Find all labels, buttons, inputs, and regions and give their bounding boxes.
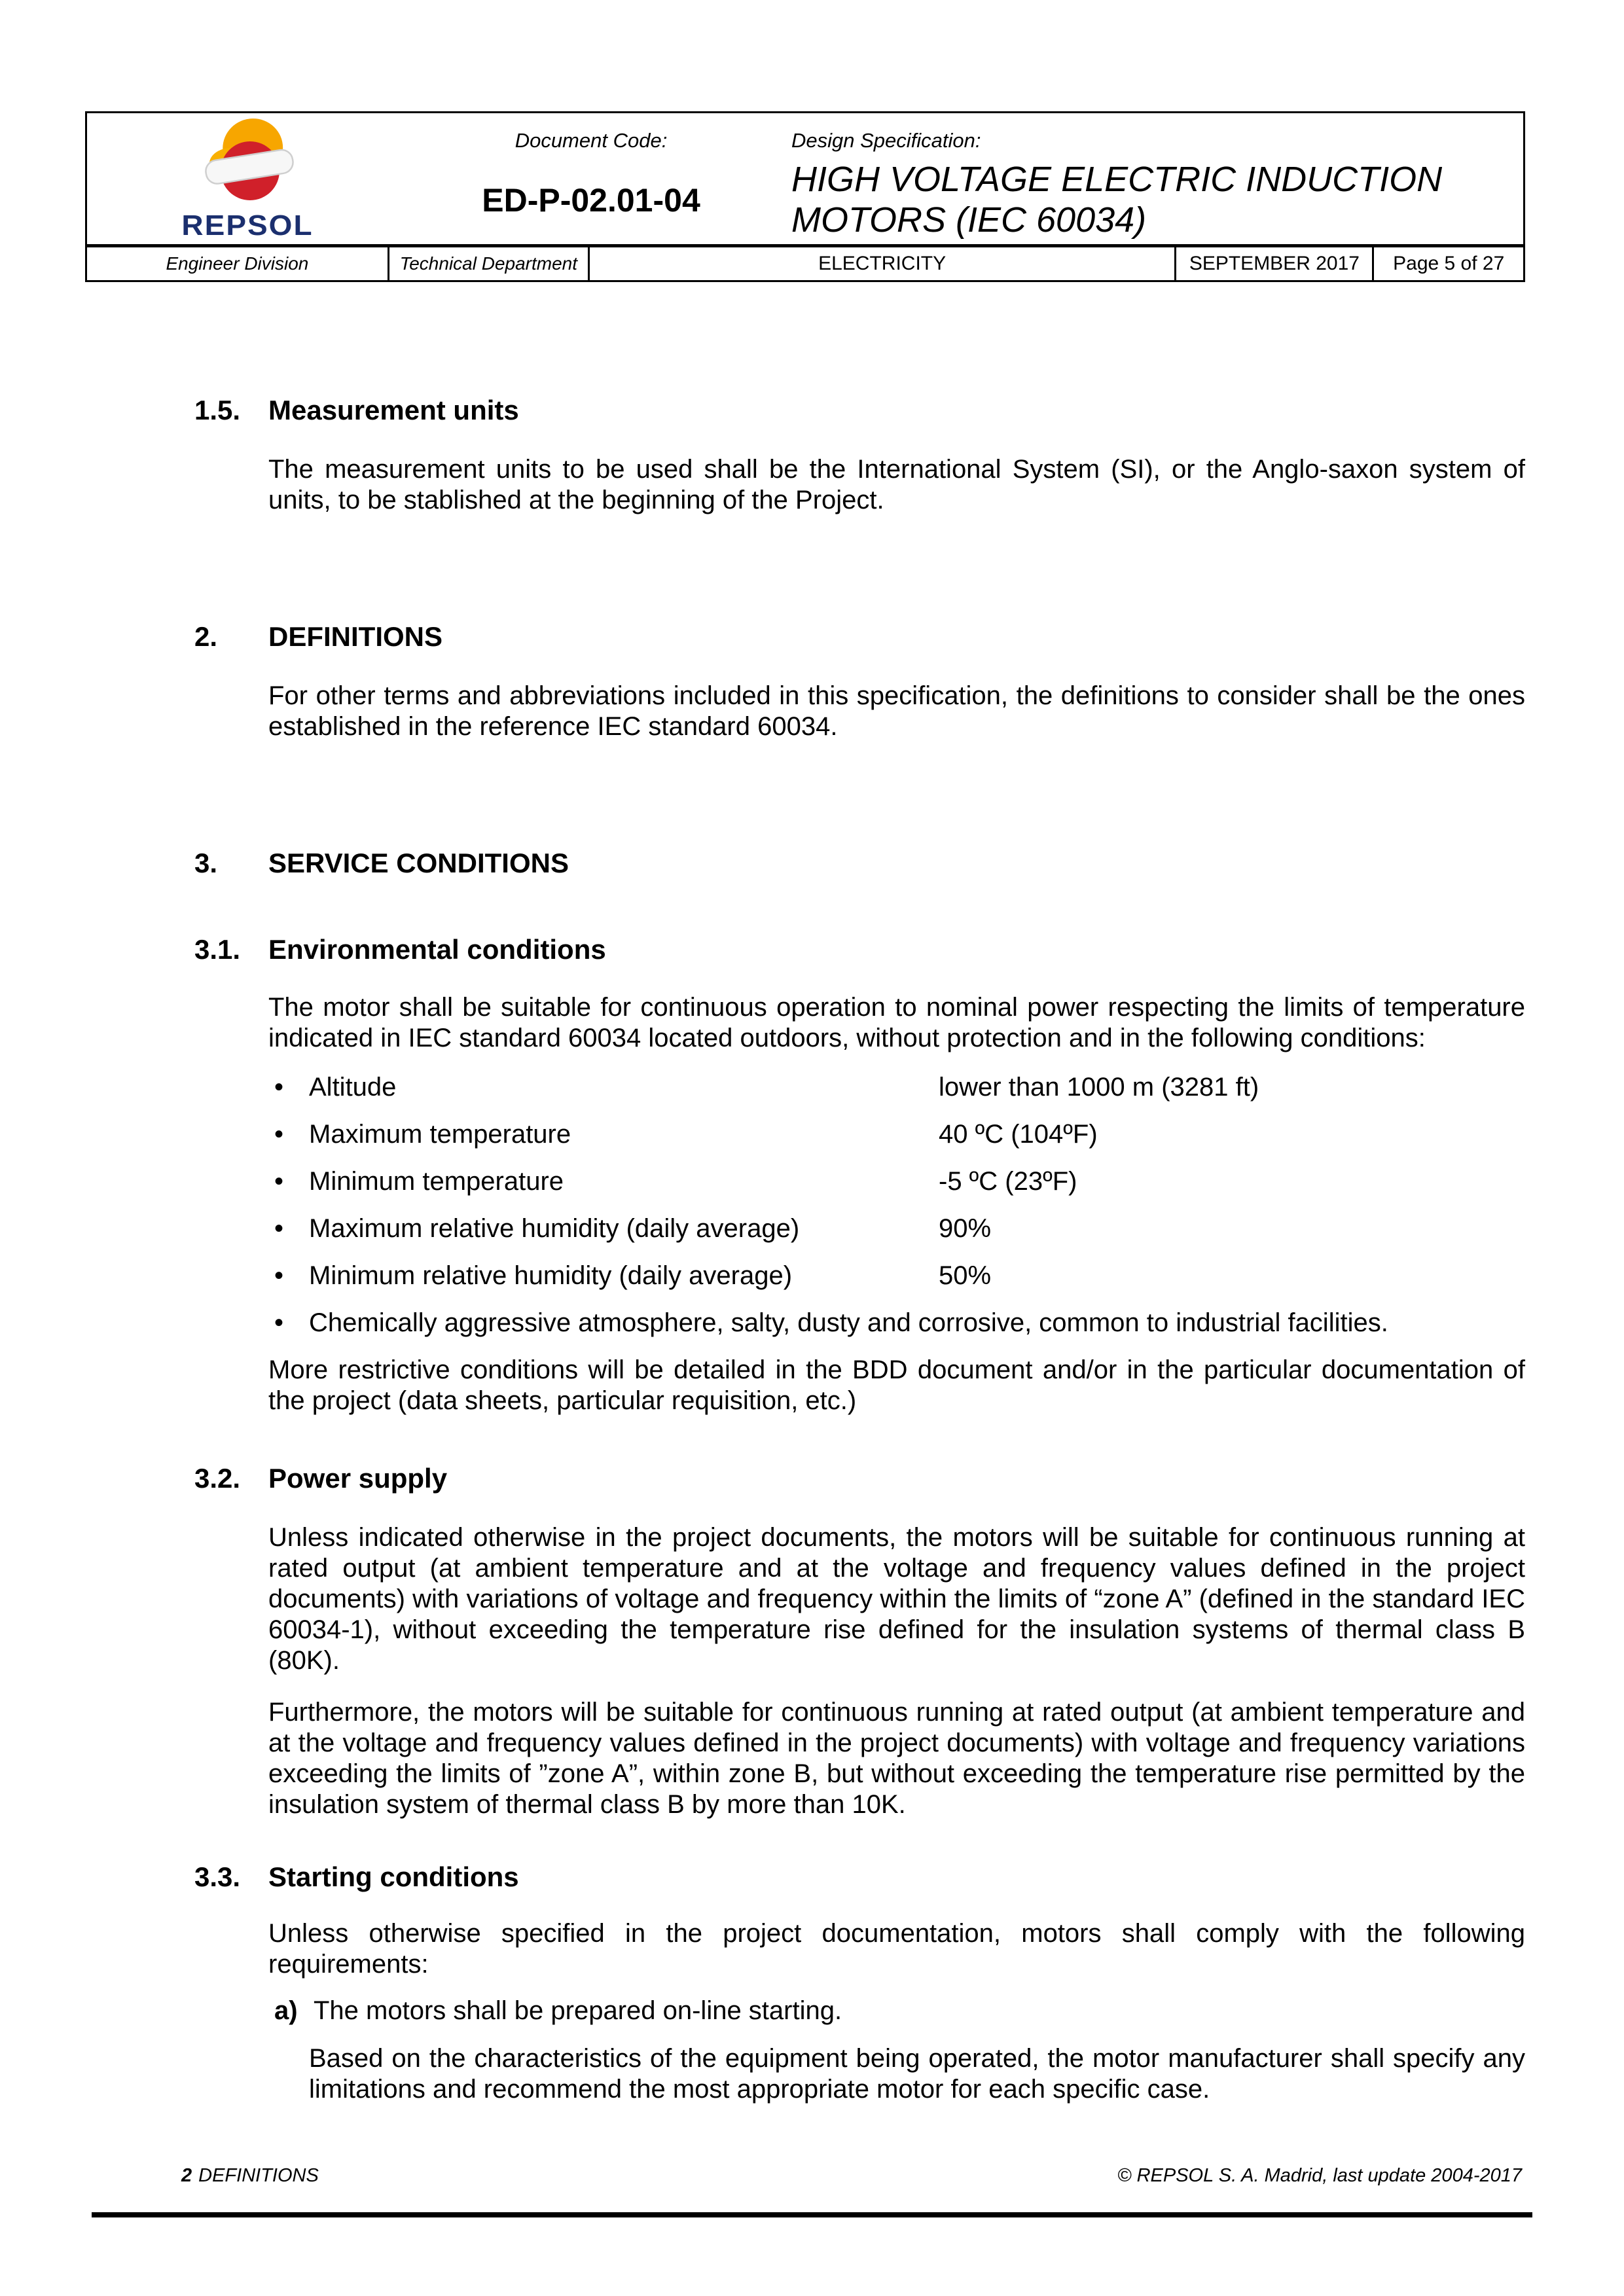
bullet-icon: • (274, 1120, 284, 1149)
section-3-2-paragraph-1: Unless indicated otherwise in the project documents, the motors will be suitable for continuous running at rated output (at ambient temperature and at the voltage and frequency values defined in the project documents) with variations of voltage and frequency within the limits of “zone A” (defined in the standard IEC 60034-1), without exceeding the temperature rise defined for the insulation systems of thermal class B (80K). (268, 1523, 1525, 1675)
condition-label: Chemically aggressive atmosphere, salty, dusty and corrosive, common to industrial facilities. (309, 1308, 1388, 1337)
item-a-text: The motors shall be prepared on-line starting. (314, 1996, 842, 2025)
condition-value: -5 ºC (23ºF) (939, 1167, 1077, 1196)
section-2-paragraph: For other terms and abbreviations included in this specification, the definitions to consider shall be the ones established in the reference IEC standard 60034. (268, 681, 1525, 741)
section-3-1-paragraph: The motor shall be suitable for continuous operation to nominal power respecting the limits of temperature indicated in IEC standard 60034 located outdoors, without protection and in the following conditions: (268, 993, 1525, 1052)
section-number: 3. (194, 848, 218, 878)
section-title: Environmental conditions (268, 934, 606, 965)
condition-value: 40 ºC (104ºF) (939, 1120, 1098, 1149)
document-title-line2: MOTORS (IEC 60034) (791, 200, 1147, 240)
section-number: 2. (194, 621, 218, 652)
design-spec-label: Design Specification: (791, 129, 981, 152)
section-heading-3-1 (0, 933, 1624, 966)
footer-section-reference (181, 2165, 319, 2187)
document-body (0, 282, 1624, 2105)
document-header-table (85, 111, 1525, 282)
repsol-wordmark: REPSOL (181, 209, 314, 242)
condition-label: Maximum temperature (309, 1120, 571, 1149)
design-spec-cell (774, 113, 1523, 244)
section-heading-2 (0, 620, 1624, 653)
header-top-row (87, 113, 1523, 244)
bullet-icon: • (274, 1261, 284, 1290)
condition-value: 50% (939, 1261, 992, 1290)
condition-value: lower than 1000 m (3281 ft) (939, 1073, 1259, 1102)
list-item (0, 1261, 1525, 1291)
section-1-5-paragraph: The measurement units to be used shall be the International System (SI), or the Anglo-saxon system of units, to be stablished at the beginning of the Project. (268, 455, 1525, 514)
section-heading-3-2 (0, 1462, 1624, 1495)
section-title: Power supply (268, 1463, 448, 1494)
item-a-paragraph: Based on the characteristics of the equipment being operated, the motor manufacturer shall specify any limitations and recommend the most appropriate motor for each specific case. (309, 2044, 1525, 2104)
section-3-2-paragraph-2: Furthermore, the motors will be suitable for continuous running at rated output (at ambient temperature and at the voltage and frequency values defined in the project documents) with voltage and frequency variations exceeding the limits of ”zone A”, within zone B, but without exceeding the temperature rise permitted by the insulation system of thermal class B by more than 10K. (268, 1698, 1525, 1819)
section-number: 1.5. (194, 395, 241, 425)
document-title (791, 159, 1523, 240)
section-heading-1-5 (0, 394, 1624, 427)
repsol-flame-icon (195, 115, 300, 206)
header-department-cell: Technical Department (389, 247, 590, 280)
header-bottom-row (87, 244, 1523, 280)
footer-section-label: DEFINITIONS (198, 2165, 319, 2186)
condition-label: Minimum relative humidity (daily average) (309, 1261, 793, 1290)
section-title: DEFINITIONS (268, 621, 443, 652)
document-code-value: ED-P-02.01-04 (482, 182, 700, 219)
header-date-cell: SEPTEMBER 2017 (1176, 247, 1374, 280)
section-heading-3 (0, 847, 1624, 880)
header-page-cell: Page 5 of 27 (1393, 253, 1505, 274)
document-code-cell (408, 113, 774, 244)
section-3-3-paragraph: Unless otherwise specified in the project documentation, motors shall comply with the following requirements: (268, 1919, 1525, 1979)
section-title: Starting conditions (268, 1861, 519, 1892)
section-title: SERVICE CONDITIONS (268, 848, 569, 878)
list-item (0, 1119, 1525, 1150)
item-a-marker: a) (274, 1996, 298, 2025)
list-item (0, 1166, 1525, 1197)
condition-label: Maximum relative humidity (daily average) (309, 1214, 800, 1243)
bullet-icon: • (274, 1167, 284, 1196)
section-number: 3.1. (194, 934, 241, 965)
list-item (0, 1213, 1525, 1244)
bullet-icon: • (274, 1073, 284, 1102)
footer-copyright: © REPSOL S. A. Madrid, last update 2004-2017 (1117, 2165, 1522, 2186)
bullet-icon: • (274, 1308, 284, 1337)
header-division-cell: Engineer Division (87, 247, 389, 280)
environmental-conditions-list (0, 1072, 1525, 1338)
section-title: Measurement units (268, 395, 519, 425)
document-title-line1: HIGH VOLTAGE ELECTRIC INDUCTION (791, 160, 1443, 199)
bullet-icon: • (274, 1214, 284, 1243)
repsol-logo (181, 115, 313, 243)
footer-section-number: 2 (181, 2165, 192, 2186)
logo-cell (87, 113, 408, 244)
section-number: 3.3. (194, 1861, 241, 1892)
section-heading-3-3 (0, 1861, 1624, 1893)
section-number: 3.2. (194, 1463, 241, 1494)
list-item (0, 1308, 1525, 1338)
header-discipline-cell: ELECTRICITY (590, 247, 1176, 280)
list-item-a (0, 1996, 1525, 2026)
document-code-label: Document Code: (514, 129, 668, 152)
condition-label: Minimum temperature (309, 1167, 564, 1196)
section-3-1-note: More restrictive conditions will be detailed in the BDD document and/or in the particular documentation of the project (data sheets, particular requisition, etc.) (268, 1355, 1525, 1415)
condition-value: 90% (939, 1214, 992, 1243)
condition-label: Altitude (309, 1073, 397, 1102)
list-item (0, 1072, 1525, 1103)
footer-divider-line (92, 2212, 1532, 2217)
